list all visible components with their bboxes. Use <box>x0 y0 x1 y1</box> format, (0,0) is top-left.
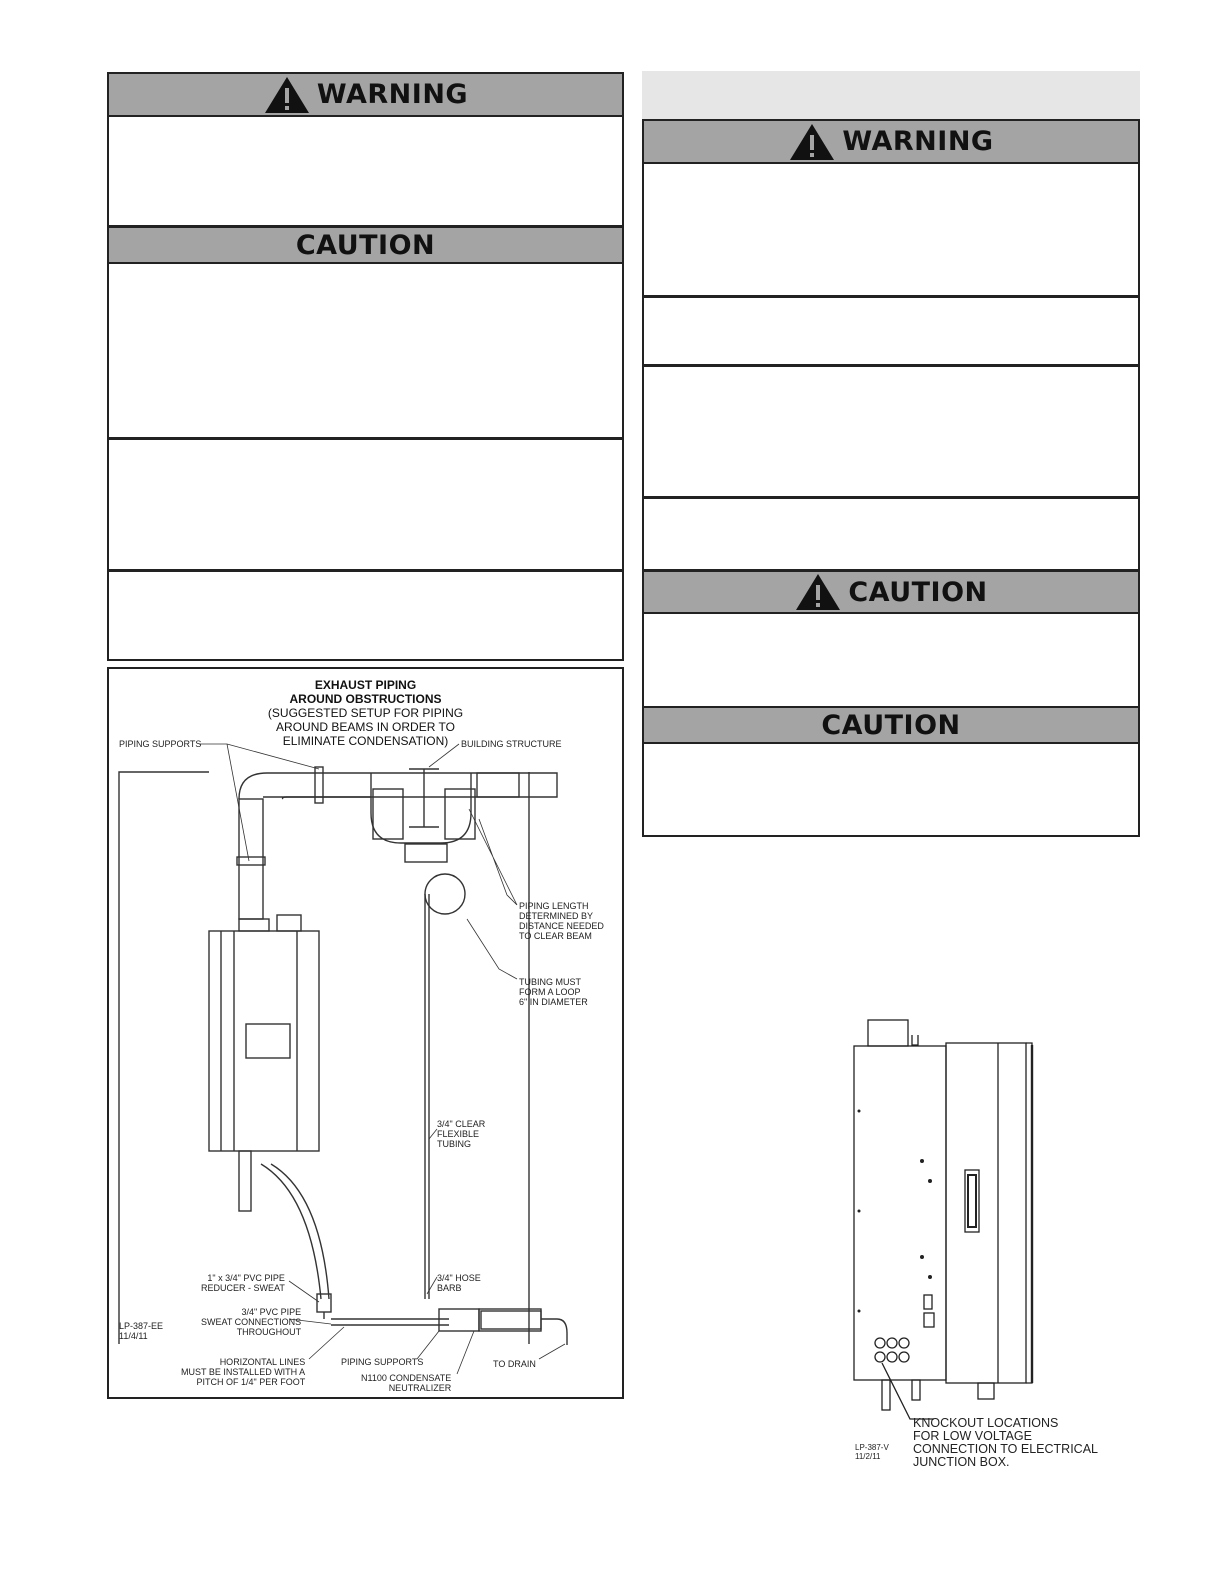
label-hose-barb: 3/4" HOSE BARB <box>437 1273 481 1293</box>
piping-drawing <box>109 669 622 1397</box>
label-pvc-pipe: 3/4" PVC PIPE SWEAT CONNECTIONS THROUGHOUT <box>201 1307 302 1337</box>
section-heading-bar <box>642 71 1140 119</box>
right-caution-label-2: CAUTION <box>821 709 961 741</box>
right-caution-header-2 <box>642 706 1140 744</box>
label-piping-supports-top: PIPING SUPPORTS <box>119 739 202 749</box>
label-piping-length: PIPING LENGTH DETERMINED BY DISTANCE NEEDED TO CLEAR BEAM <box>519 901 604 941</box>
label-piping-supports-bottom: PIPING SUPPORTS <box>341 1357 424 1367</box>
right-caution-body-1 <box>642 614 1140 708</box>
right-warning-header <box>642 119 1140 164</box>
warning-body <box>107 117 624 227</box>
label-clear-tubing: 3/4" CLEAR FLEXIBLE TUBING <box>437 1119 486 1149</box>
right-notice-1 <box>642 296 1140 366</box>
label-tubing-loop: TUBING MUST FORM A LOOP 6" IN DIAMETER <box>519 977 588 1007</box>
warning-header <box>107 72 624 117</box>
right-caution-header-1 <box>642 570 1140 614</box>
right-warning-body <box>642 164 1140 297</box>
diagram-ref-right: LP-387-V 11/2/11 <box>855 1443 889 1461</box>
label-pvc-reducer: 1" x 3/4" PVC PIPE REDUCER - SWEAT <box>201 1273 285 1293</box>
right-caution-body-2 <box>642 744 1140 837</box>
label-knockout-locations: KNOCKOUT LOCATIONS FOR LOW VOLTAGE CONNECTION TO ELECTRICAL JUNCTION BOX. <box>913 1416 1098 1469</box>
diagram-title-2: AROUND OBSTRUCTIONS <box>289 692 442 706</box>
knockout-diagram <box>840 1015 1120 1475</box>
notice-box-2 <box>107 570 624 661</box>
warning-triangle-icon <box>263 75 311 115</box>
diagram-subtitle-1: (SUGGESTED SETUP FOR PIPING <box>267 706 464 720</box>
caution-label: CAUTION <box>295 229 436 261</box>
caution-header <box>107 226 624 264</box>
caution-triangle-icon <box>794 572 842 612</box>
notice-box-1 <box>107 438 624 571</box>
right-notice-3 <box>642 497 1140 571</box>
diagram-ref-left: LP-387-EE 11/4/11 <box>119 1321 164 1341</box>
label-neutralizer: N1100 CONDENSATE NEUTRALIZER <box>361 1373 452 1393</box>
diagram-subtitle-2: AROUND BEAMS IN ORDER TO <box>276 720 455 734</box>
right-notice-2 <box>642 365 1140 498</box>
diagram-title-1: EXHAUST PIPING <box>314 678 417 692</box>
label-horizontal-lines: HORIZONTAL LINES MUST BE INSTALLED WITH A PITCH OF 1/4" PER FOOT <box>181 1357 306 1387</box>
caution-body <box>107 264 624 439</box>
label-to-drain: TO DRAIN <box>493 1359 536 1369</box>
exhaust-piping-diagram <box>107 667 624 1399</box>
right-caution-label-1: CAUTION <box>848 576 988 608</box>
heater-side-view-drawing <box>840 1015 1120 1475</box>
label-building-structure: BUILDING STRUCTURE <box>461 739 562 749</box>
warning-triangle-icon <box>788 122 836 162</box>
diagram-subtitle-3: ELIMINATE CONDENSATION) <box>282 734 449 748</box>
warning-label: WARNING <box>316 79 469 110</box>
right-warning-label: WARNING <box>842 126 994 157</box>
